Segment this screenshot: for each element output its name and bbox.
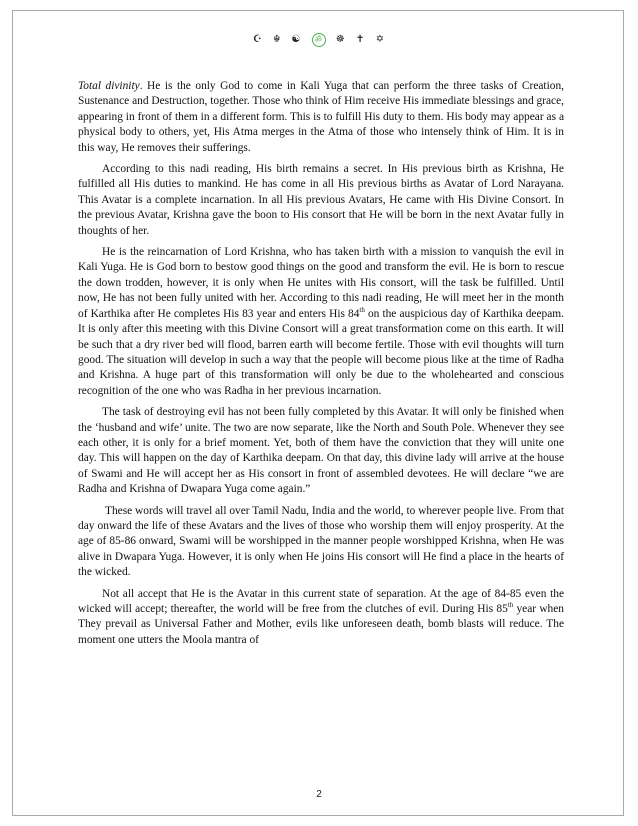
paragraph-3-text-a: He is the reincarnation of Lord Krishna, who has taken birth with a mission to vanquish the evil in Kali Yuga. He is God born to bestow good things on the good and transform the evil. He is born to rescue the down trodden, however, it is only when He unites with His consort, will the task be fulfilled. Until now, He has not been fully united with her. According to this nadi reading, He will meet her in the month of Karthika after He completes His 83 year and enters His 84 bbox=[78, 246, 564, 320]
paragraph-6-superscript: th bbox=[507, 601, 514, 610]
paragraph-4: The task of destroying evil has not been fully completed by this Avatar. It will only be finished when the ‘husband and wife’ unite. The two are now separate, like the North and South Pole. Whenever they see each other, it is only for a brief moment. Yet, both of them have the conviction that they will unite one day. This will happen on the day of Karthika deepam. On that day, this divine lady will arrive at the house of Swami and He will accept her as His consort in front of assembled devotees. He will declare “we are Radha and Krishna of Dwapara Yuga come again.” bbox=[78, 406, 564, 496]
khanda-icon: ☬ bbox=[273, 34, 282, 45]
page-number: 2 bbox=[316, 789, 322, 800]
paragraph-5: These words will travel all over Tamil Nadu, India and the world, to wherever people live. From that day onward the life of these Avatars and the lives of those who worship them will enjoy prosperity. At the age of 85-86 onward, Swami will be worshipped in the manner people worshipped Krishna, when He was alive in Dwapara Yuga. However, it is only when He joins His consort will He find a place in the hearts of the wicked. bbox=[78, 504, 564, 579]
paragraph-3 bbox=[78, 245, 564, 399]
paragraph-2: According to this nadi reading, His birth remains a secret. In His previous birth as Krishna, He fulfilled all His duties to mankind. He has come in all His previous births as Avatar of Lord Narayana. This Avatar is a complete incarnation. In all His previous Avatars, He came with His Divine Consort. In the previous Avatar, Krishna gave the boon to His consort that He will be born in the next Avatar fully in thoughts of her. bbox=[78, 163, 564, 237]
crescent-icon: ☪ bbox=[253, 34, 263, 45]
cross-icon: ✝ bbox=[355, 34, 366, 45]
header-religious-symbols bbox=[0, 33, 638, 47]
paragraph-3-text-b: on the auspicious day of Karthika deepam. It is only after this meeting with this Divine Consort will a great transformation come on this earth. It will be such that a dry river bed will flood, barren earth will become fertile. Those with evil thoughts will turn good. The situation will develop in such a way that the people will become pious like at the time of Radha and Krishna. A huge part of this transformation will only be due to the wholehearted and conscious recognition of the one who was Radha in her previous incarnation. bbox=[78, 307, 564, 397]
paragraph-1-text: . He is the only God to come in Kali Yuga that can perform the three tasks of Creation, Sustenance and Destruction, together. Those who think of Him receive His immediate blessings and grace, appearing in front of them in a different form. This is to fulfill His duty to them. His body may appear as a physical body to others, yet, His Atma merges in the Atma of those who intensely think of Him. It is in this way, He removes their sufferings. bbox=[78, 80, 564, 154]
paragraph-6-text-a: Not all accept that He is the Avatar in this current state of separation. At the age of 84-85 even the wicked will accept; thereafter, the world will be free from the clutches of evil. During His 85 bbox=[78, 587, 564, 615]
paragraph-1-emphasis: Total divinity bbox=[78, 80, 140, 92]
paragraph-1 bbox=[78, 79, 564, 156]
paragraph-6-text-b: year when They prevail as Universal Father and Mother, evils like unforeseen death, bomb blasts will reduce. The moment one utters the Moola mantra of bbox=[78, 603, 565, 646]
om-icon: ॐ bbox=[312, 33, 326, 47]
paragraph-3-superscript: th bbox=[359, 305, 365, 314]
dharma-wheel-icon: ☸ bbox=[335, 34, 346, 45]
paragraph-6 bbox=[78, 587, 564, 649]
menorah-icon: ✡ bbox=[375, 34, 385, 45]
body-text bbox=[78, 79, 564, 654]
yin-yang-icon: ☯ bbox=[291, 34, 302, 45]
